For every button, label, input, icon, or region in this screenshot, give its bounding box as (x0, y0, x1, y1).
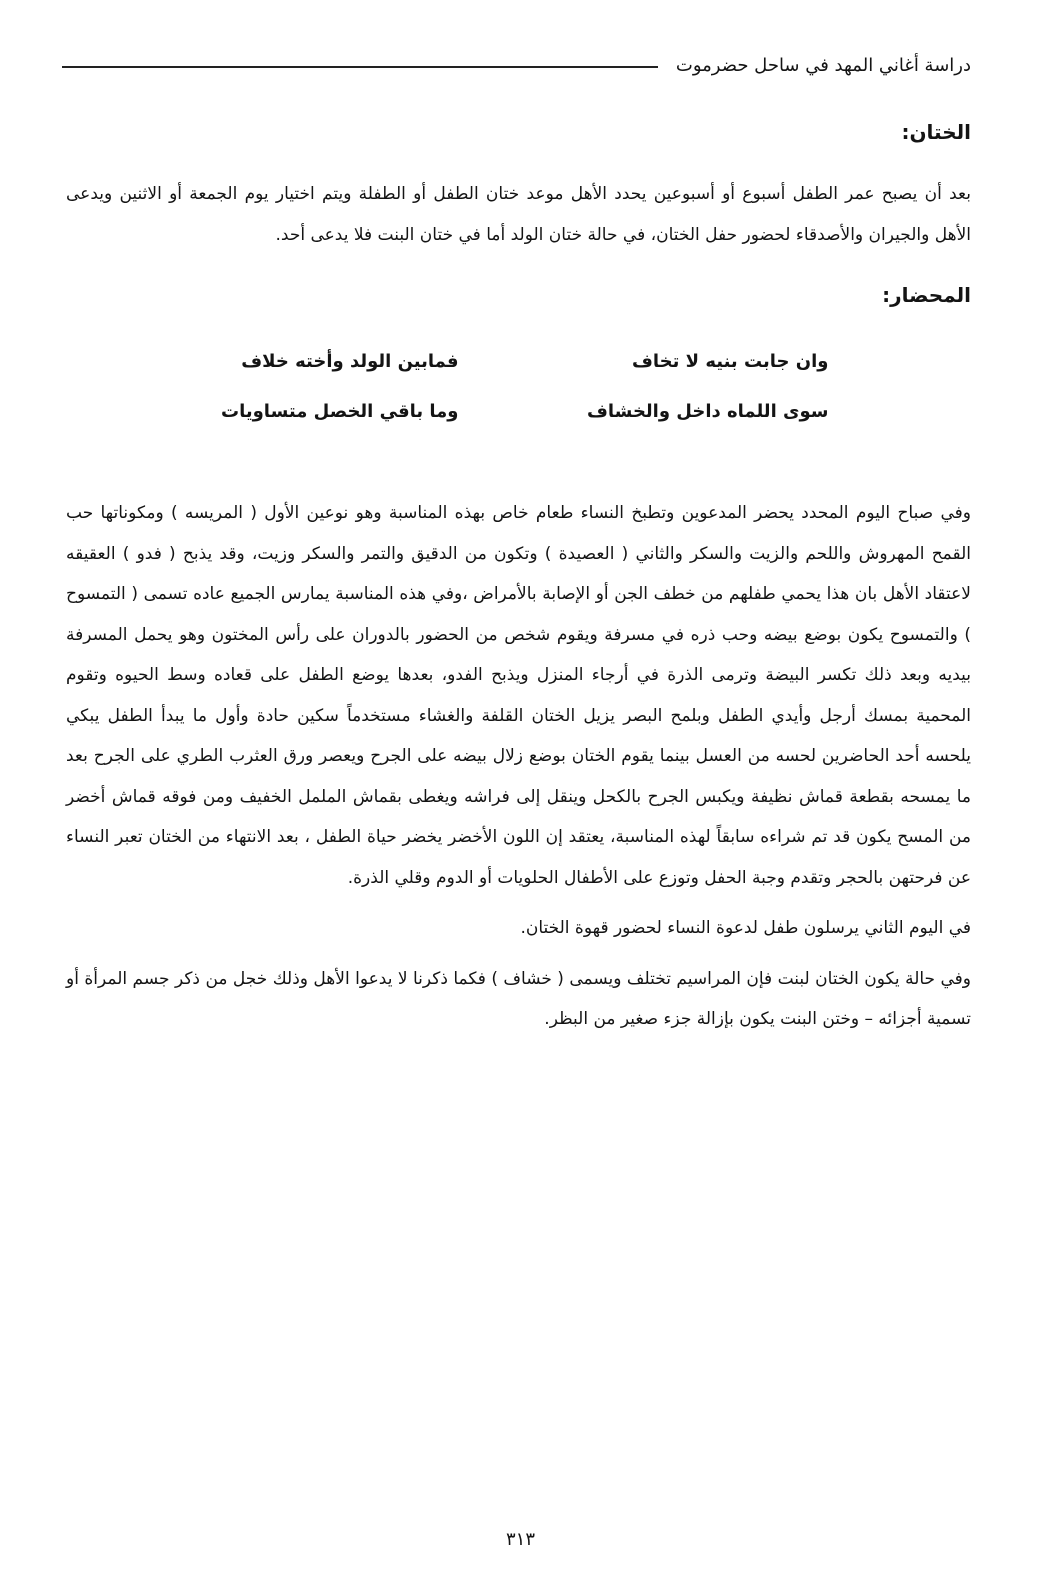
poem-hemistich-second: فمابين الولد وأخته خلاف (241, 351, 459, 372)
circumcision-intro (66, 174, 971, 255)
poem-line (209, 387, 829, 437)
header-rule (62, 66, 658, 68)
paragraph-ceremony: وفي صباح اليوم المحدد يحضر المدعوين وتطبخ النساء طعام خاص بهذه المناسبة وهو نوعين الأول ( المريسه ) ومكوناتها حب القمح المهروش واللحم والزيت والسكر والثاني ( العصيدة ) وتكون من الدقيق والتمر والسكر وزيت، وقد يذبح ( فدو ) العقيقه لاعتقاد الأهل بان هذا يحمي طفلهم من خطف الجن أو الإصابة بالأمراض ،وفي هذه المناسبة يمارس الجميع عاده تسمى ( التمسوح ) والتمسوح يكون بوضع بيضه وحب ذره في مسرفة ويقوم شخص من الحضور بالدوران على رأس المختون وهو يحمل المسرفة بيديه وبعد ذلك تكسر البيضة وترمى الذرة في أرجاء المنزل ويذبح الفدو، بعدها يوضع الطفل على قعاده وسط الحيوه وتقوم المحمية بمسك أرجل وأيدي الطفل وبلمح البصر يزيل الختان القلفة والغشاء مستخدماً سكين حادة وأول ما يبدأ الطفل يبكي يلحسه أحد الحاضرين لحسه من العسل بينما يقوم الختان بوضع زلال بيضه على الجرح ويعصر ورق العثرب الطري على الجرح بعد ما يمسحه بقطعة قماش نظيفة ويكبس الجرح بالكحل وينقل إلى فراشه ويغطى بقماش الململ الخفيف ومن فوقه قماش أخضر من المسح يكون قد تم شراءه سابقاً لهذه المناسبة، يعتقد إن اللون الأخضر يخضر حياة الطفل ، بعد الانتهاء من الختان تعبر النساء عن فرحتهن بالحجر وتقدم وجبة الحفل وتوزع على الأطفال الحلويات أو الدوم وقلي الذرة. (66, 503, 971, 888)
poem-verses (209, 337, 829, 437)
section-heading-circumcision: الختان: (901, 120, 971, 144)
poem-line (209, 337, 829, 387)
section-heading-mahdar: المحضار: (882, 283, 971, 307)
poem-hemistich-first: وان جابت بنيه لا تخاف (631, 351, 829, 372)
poem-hemistich-first: سوى اللماه داخل والخشاف (586, 401, 829, 422)
paragraph-second-day: في اليوم الثاني يرسلون طفل لدعوة النساء لحضور قهوة الختان. (520, 918, 971, 938)
paragraph-girl-circumcision: وفي حالة يكون الختان لبنت فإن المراسيم تختلف ويسمى ( خشاف ) فكما ذكرنا لا يدعوا الأهل وذلك خجل من ذكر جسم المرأة أو تسمية أجزائه – وختن البنت يكون بإزالة جزء صغير من البظر. (66, 968, 971, 1029)
running-header-title: دراسة أغاني المهد في ساحل حضرموت (675, 55, 971, 76)
page-number: ٣١٣ (505, 1529, 535, 1550)
paragraph-circumcision-intro: بعد أن يصبح عمر الطفل أسبوع أو أسبوعين يحدد الأهل موعد ختان الطفل أو الطفلة ويتم اختيار يوم الجمعة أو الاثنين ويدعى الأهل والجيران والأصدقاء لحضور حفل الختان، في حالة ختان الولد أما في ختان البنت فلا يدعى أحد. (66, 184, 971, 245)
poem-hemistich-second: وما باقي الخصل متساويات (221, 401, 459, 422)
page-content (66, 112, 971, 1040)
running-header (62, 40, 971, 76)
